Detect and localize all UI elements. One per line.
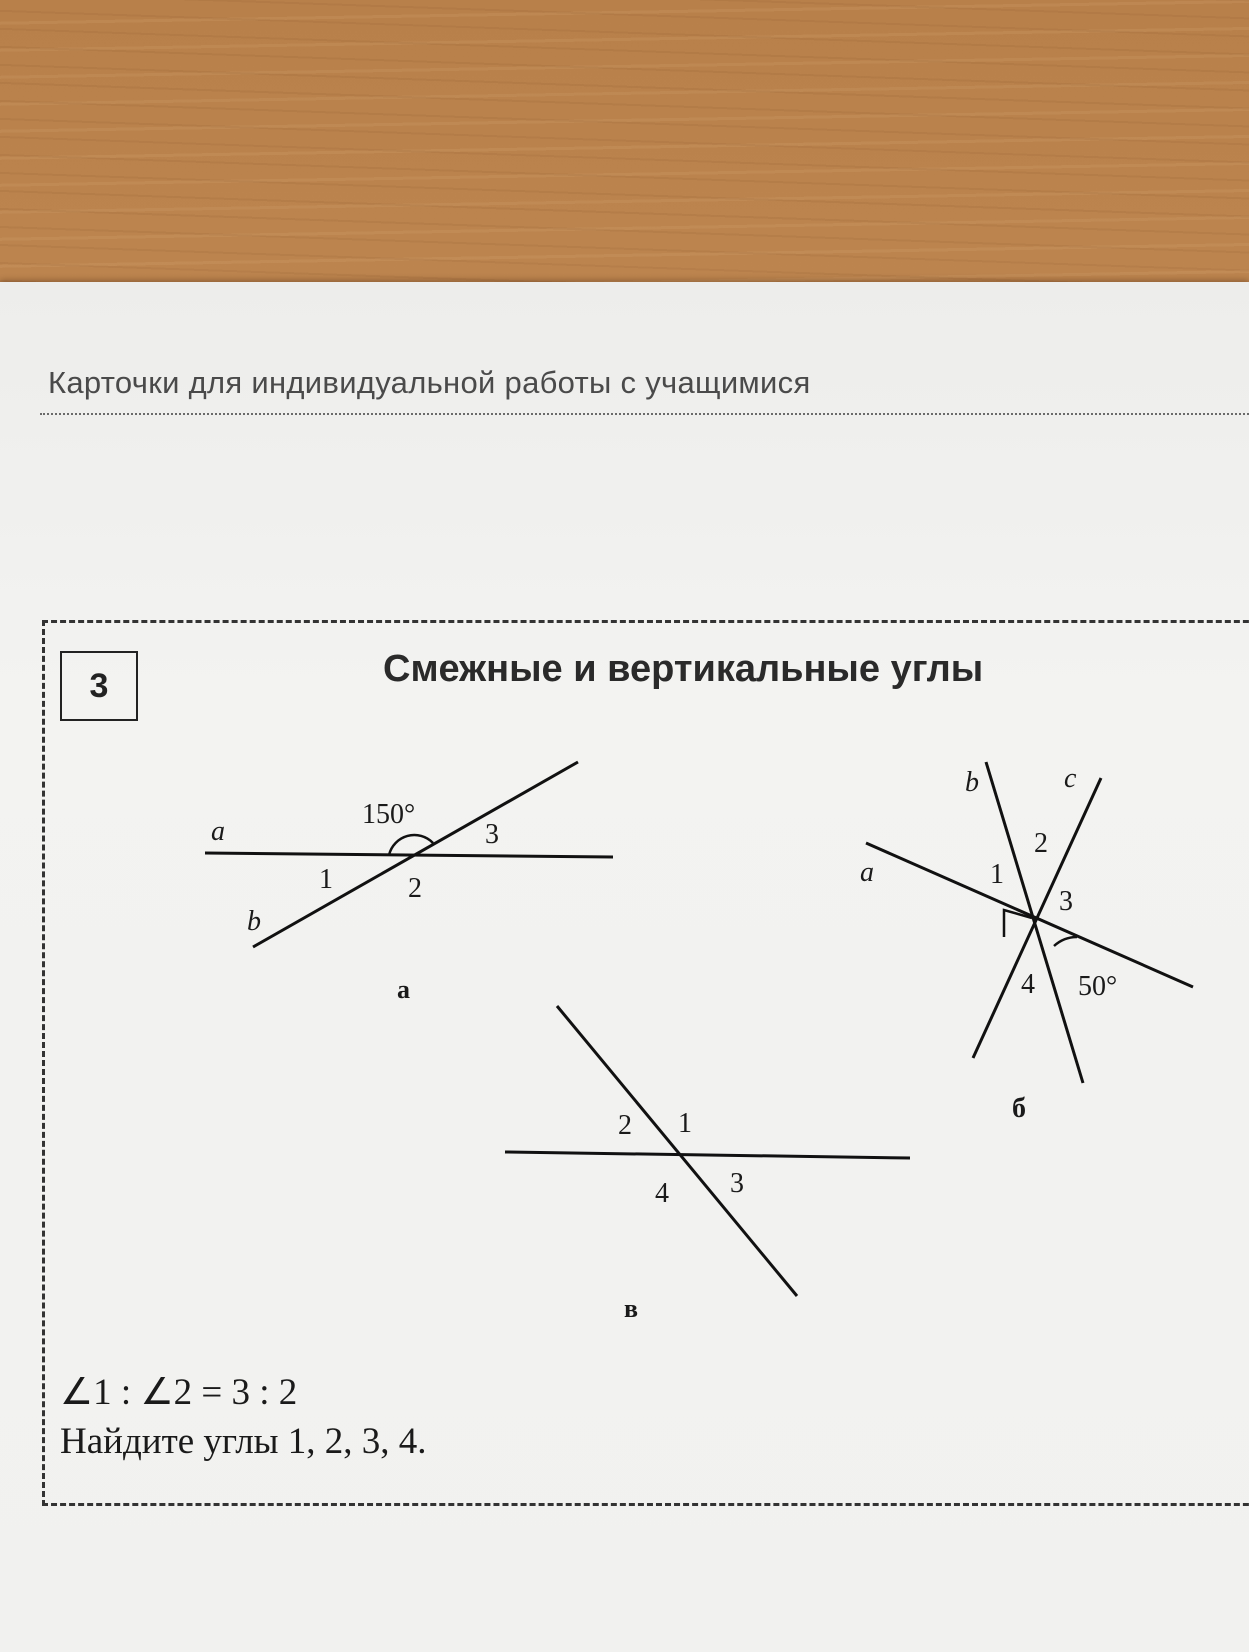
- figure-a-line-a: [205, 853, 613, 857]
- figure-a-label-150: 150°: [362, 799, 416, 830]
- figure-b-label-3: 3: [1059, 886, 1073, 917]
- figure-b-label-2: 2: [1034, 828, 1048, 859]
- figure-a-label-b: b: [247, 906, 261, 937]
- figure-v-caption: в: [624, 1294, 639, 1323]
- figure-v-label-1: 1: [678, 1108, 692, 1139]
- figure-v-label-2: 2: [618, 1110, 632, 1141]
- page-header: Карточки для индивидуальной работы с учащимися: [48, 365, 811, 400]
- figure-v-transversal-line: [557, 1006, 797, 1296]
- figure-b: [860, 762, 1193, 1124]
- figure-a-caption: а: [397, 975, 410, 1004]
- card-title: Смежные и вертикальные углы: [383, 648, 984, 690]
- figure-a: [205, 762, 613, 1004]
- figure-v-label-4: 4: [655, 1178, 669, 1209]
- figure-b-label-a: a: [860, 857, 874, 888]
- figure-v: [505, 1006, 910, 1323]
- figure-v-horizontal-line: [505, 1152, 910, 1158]
- figure-b-line-a: [866, 843, 1193, 987]
- task-question: Найдите углы 1, 2, 3, 4.: [60, 1421, 427, 1462]
- figure-v-label-3: 3: [730, 1168, 744, 1199]
- card-number: 3: [60, 651, 138, 721]
- figure-b-label-c: c: [1064, 763, 1077, 794]
- figure-a-label-3: 3: [485, 819, 499, 850]
- figure-b-label-4: 4: [1021, 969, 1035, 1000]
- task-ratio: ∠1 : ∠2 = 3 : 2: [60, 1372, 298, 1413]
- figure-a-label-2: 2: [408, 873, 422, 904]
- figure-b-label-50: 50°: [1078, 971, 1118, 1002]
- figure-b-angle-arc: [1054, 937, 1077, 946]
- figure-a-label-1: 1: [319, 864, 333, 895]
- figure-b-label-1: 1: [990, 859, 1004, 890]
- figure-b-caption: б: [1012, 1093, 1026, 1124]
- figure-b-label-b: b: [965, 767, 979, 798]
- figure-b-line-c: [973, 778, 1101, 1058]
- figure-a-angle-arc: [389, 835, 433, 855]
- figure-a-label-a: a: [211, 816, 225, 847]
